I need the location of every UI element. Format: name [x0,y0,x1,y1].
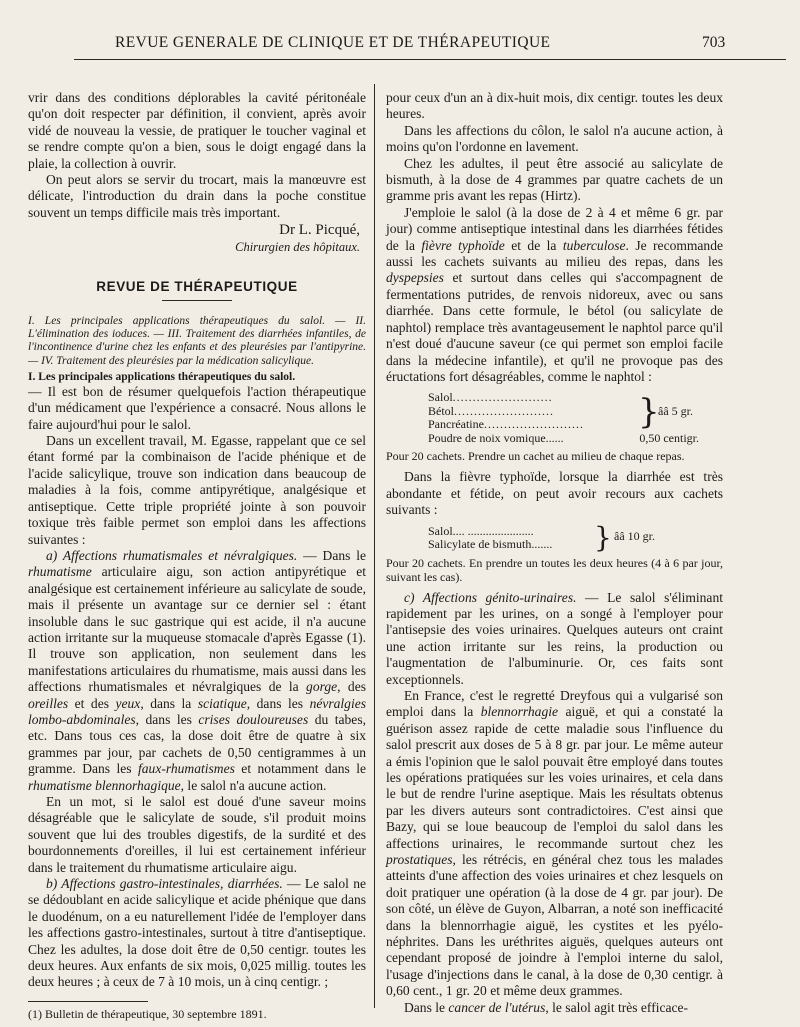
running-title: REVUE GENERALE DE CLINIQUE ET DE THÉRAPEUTIQUE [115,34,551,51]
paragraph: Dans un excellent travail, M. Egasse, rappelant que ce sel étant formé par la combinaison de l'acide phénique et de l'acide salicylique, trouve son indication dans beaucoup de maladies à la fois, comme antipyrétique, analgésique et antiseptique. Cette triple propriété jointe à son pouvoir toxique très faible permet son emploi dans les affections suivantes : [28,433,366,547]
prescription-formula-2 [386,520,723,554]
ingredient: Bétol......................... [428,404,554,418]
left-column [28,90,366,1021]
paragraph: Dans les affections du côlon, le salol n'a aucune action, à moins qu'on l'ordonne en lavement. [386,122,723,155]
paragraph: En un mot, si le salol est doué d'une saveur moins désagréable que le salicylate de soude, s'il produit moins souvent que lui des troubles digestifs, de la surdité et des bourdonnements d'oreilles, il lui est certainement inférieur dans le traitement du rhumatisme articulaire aigu. [28,794,366,875]
ingredient: Salol.... ...................... [428,524,534,538]
formula-note: Pour 20 cachets. En prendre un toutes les deux heures (4 à 6 par jour, suivant les cas). [386,555,723,584]
running-header [0,34,800,58]
author-name: Dr L. Picqué, [279,222,360,239]
paragraph: vrir dans des conditions déplorables la cavité péritonéale qu'on doit respecter par définition, il convient, après avoir vidé de nouveau la vessie, de pratiquer le toucher vaginal et se rendre compte qu'on a bien, sous le doigt engagé dans la plaie, la collection à ouvrir. [28,90,366,171]
paragraph: pour ceux d'un an à dix-huit mois, dix centigr. toutes les deux heures. [386,90,723,122]
paragraph-affections-c: c) Affections génito-urinaires. — Le salol s'éliminant rapidement par les urines, on a songé à l'employer pour l'antisepsie des voies urinaires. Quelques auteurs ont craint une action irritante sur les reins, la production ou l'augmentation de l'albuminurie. Or, ces faits sont exceptionnels. [386,589,723,687]
formula-note: Pour 20 cachets. Prendre un cachet au milieu de chaque repas. [386,449,685,464]
brace: } [594,520,612,554]
paragraph: Dans le cancer de l'utérus, le salol agit très efficace- [404,999,689,1015]
paragraph: En France, c'est le regretté Dreyfous qui a vulgarisé son emploi dans la blennorrhagie aiguë, et qui a constaté la guérison assez rapide de cette maladie sous l'influence du salol prescrit aux doses de 5 à 8 gr. par jour. Le même auteur a émis l'opinion que le salol pouvait être employé dans toutes les opérations pratiquées sur les voies urinaires, et cela dans le but de rendre l'urine aseptique. Mais les résultats obtenus par les divers auteurs sont contradictoires. C'est ainsi que Bazy, qui se loue beaucoup de l'emploi du salol dans les affections urinaires, le recommande surtout chez les prostatiques, les rétrécis, en général chez tous les malades atteints d'une affection des voies urinaires et chez lesquels on doit pratiquer une opération (à la dose de 4 gr. par jour). De son côté, un élève de Guyon, Albarran, a noté son inefficacité dans la blennorrhagie aiguë, les cystites et les pyélo-néphrites. Dans les uréthrites aiguës, quelques auteurs ont cependant proposé de joindre à l'emploi interne du salol, l'usage d'injections dans le canal, à la dose de 0,30 centigr. à 0,60 cent., 1 gr. 20 et même deux grammes. [386,687,723,999]
header-rule [74,59,786,60]
ingredient: Salicylate de bismuth....... [428,538,553,552]
section-rule [162,300,232,301]
paragraph: Chez les adultes, il peut être associé au salicylate de bismuth, à la dose de 4 grammes par quatre cachets de un gramme pris avant les repas (Hirtz). [386,155,723,204]
ingredient: Pancréatine......................... [428,418,584,432]
quantity: 0,50 centigr. [639,430,699,445]
page-number: 703 [702,34,726,51]
ingredient: Poudre de noix vomique...... 0,50 centigr. [428,430,699,445]
section-title: REVUE DE THÉRAPEUTIQUE [96,279,298,295]
paragraph: Dans la fièvre typhoïde, lorsque la diarrhée est très abondante et fétide, on peut avoir recours aux cachets suivants : [386,469,723,518]
quantity: ââ 5 gr. [658,404,693,419]
section-summary: I. Les principales applications thérapeutiques du salol. — II. L'élimination des ioduces. — III. Traitement des diarrhées infantiles, de l'incontinence d'urine chez les enfants et des pleurésies par l'antipyrine. — IV. Traitement des pleurésies par la médication salicylique. [28,314,366,367]
ingredient: Salol......................... [428,391,553,405]
paragraph: J'emploie le salol (à la dose de 2 à 4 et même 6 gr. par jour) comme antiseptique intestinal dans les diarrhées fétides de la fièvre typhoïde et de la tuberculose. Je recommande aussi les cachets suivants au milieu des repas, dans les dyspepsies et surtout dans celles qui s'accompagnent de fermentations putrides, de renvois nidoreux, avec ou sans diarrhée. Dans cette formule, le bétol (ou salicylate de naphtol) remplace très avantageusement le naphtol parce qu'il n'est doué d'aucune saveur (ce qui permet son emploi facile dans la médecine infantile), et qu'il ne provoque pas des éructations fort désagréables, comme le naphtol : [386,204,723,384]
brace: } [638,392,660,433]
author-role: Chirurgien des hôpitaux. [235,240,360,255]
paragraph-affections-a: a) Affections rhumatismales et névralgiques. — Dans le rhumatisme articulaire aigu, son action antipyrétique et analgésique est certainement inférieure au salicylate de soude, mais il présente un avantage sur ce dernier sel : étant insoluble dans le suc gastrique qui est acide, il n'a aucune action irritante sur la muqueuse stomacale d'après Egasse (1). Il trouve son application, non seulement dans les manifestations articulaires du rhumatisme, mais aussi dans les affections rhumatismales et névralgiques de la gorge, des oreilles et des yeux, dans la sciatique, dans les névralgies lombo-abdominales, dans les crises douloureuses du tabes, etc. Dans tous ces cas, la dose doit être de quatre à six grammes par jour, par cachets de 0,50 centigrammes à un gramme. Dans les faux-rhumatismes et notamment dans le rhumatisme blennorhagique, le salol n'a aucune action. [28,547,367,793]
right-column [386,90,723,1016]
signature [28,221,366,255]
paragraph-lead: b) Affections gastro-intestinales, diarrhées. [46,876,283,892]
prescription-formula-1 [386,391,723,445]
paragraph-lead: a) Affections rhumatismales et névralgiques. [46,547,298,563]
paragraph: — Il est bon de résumer quelquefois l'action thérapeutique d'un médicament que l'expérience a consacré. Nous allons le faire aujourd'hui pour le salol. [28,383,366,432]
quantity: ââ 10 gr. [614,528,655,543]
column-divider [374,84,375,1008]
paragraph-lead: c) Affections génito-urinaires. [404,589,577,605]
paragraph: On peut alors se servir du trocart, mais la manœuvre est délicate, l'introduction du drain dans la poche constitue souvent un temps difficile mais très important. [28,172,366,220]
subsection-heading: I. Les principales applications thérapeutiques du salol. [28,370,296,383]
paragraph-affections-b: b) Affections gastro-intestinales, diarrhées. — Le salol ne se dédoublant en acide salicylique et acide phénique que dans le duodénum, on a eu naturellement l'idée de l'employer dans les affections gastro-intestinales, surtout à titre d'antiseptique. Chez les adultes, la dose doit être de 0,50 centigr. toutes les deux heures. Aux enfants de six mois, 0,025 millig. toutes les deux heures ; à ceux de 7 à 10 mois, un à cinq centigr. ; [28,876,366,990]
footnote-rule [28,1001,148,1002]
footnote: (1) Bulletin de thérapeutique, 30 septembre 1891. [28,1006,267,1021]
